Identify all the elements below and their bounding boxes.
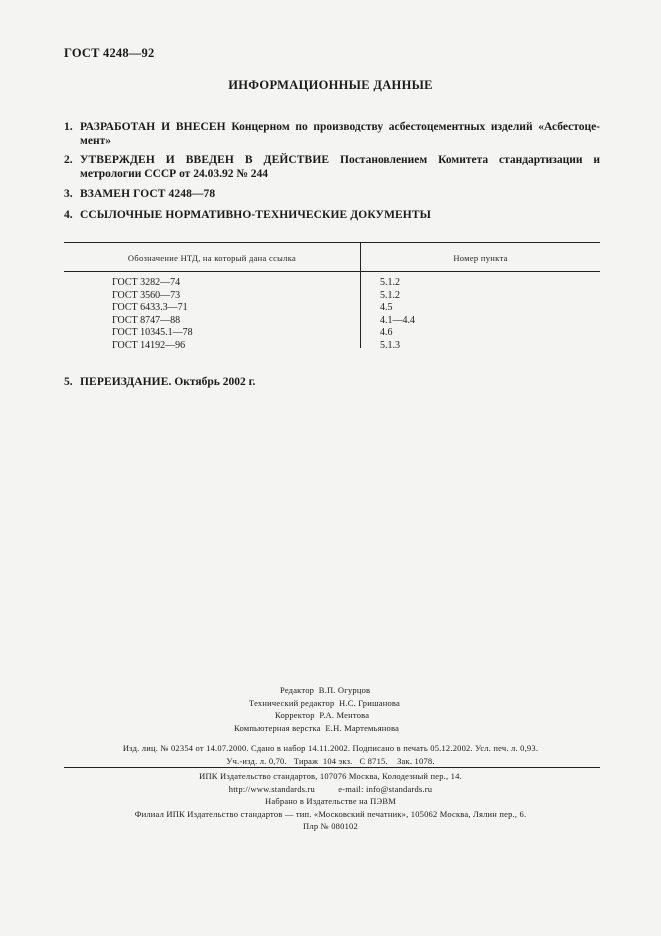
info-item-4 [64, 208, 600, 222]
info-item-5 [64, 375, 600, 389]
credit-layout: Компьютерная верстка Е.Н. Мартемьянова [234, 722, 400, 733]
item-caps: ВЗАМЕН ГОСТ 4248—78 [80, 188, 216, 200]
ntd-cell: ГОСТ 14192—96 [112, 339, 186, 351]
imprint-block [0, 770, 661, 833]
clause-cell: 4.5 [380, 302, 393, 313]
section-title: ИНФОРМАЦИОННЫЕ ДАННЫЕ [228, 78, 433, 92]
info-item-3 [64, 187, 600, 201]
item-text: Постановлением Комитета стандартизации и метрологии СССР от 24.03.92 № 244 [80, 154, 601, 180]
item-number: 3. [64, 188, 73, 200]
header-ntd-designation: Обозначение НТД, на который дана ссылка [127, 253, 297, 263]
ntd-cell: ГОСТ 10345.1—78 [112, 327, 193, 338]
reference-table [64, 242, 600, 352]
table-row [64, 302, 600, 315]
ntd-cell: ГОСТ 6433.3—71 [112, 302, 188, 313]
credit-editor: Редактор В.П. Огурцов [280, 685, 371, 695]
item-caps: ПЕРЕИЗДАНИЕ. [80, 376, 172, 388]
item-number: 1. [64, 121, 73, 133]
table-row [64, 315, 600, 328]
imprint-line-3: Набрано в Издательстве на ПЭВМ [265, 796, 396, 806]
clause-cell: 4.6 [380, 327, 393, 338]
table-row [64, 290, 600, 303]
credit-name: Р.А. Ментова [319, 710, 370, 720]
clause-cell: 4.1—4.4 [380, 314, 415, 326]
item-text: Октябрь 2002 г. [174, 376, 256, 388]
item-number: 2. [64, 154, 73, 166]
credit-name: Н.С. Гришанова [339, 697, 400, 708]
credit-name: Е.Н. Мартемьянова [325, 722, 400, 733]
pubinfo-line-1: Изд. лиц. № 02354 от 14.07.2000. Сдано в набор 14.11.2002. Подписано в печать 05.12.2002. Усл. печ. л. 0,93. [122, 743, 539, 753]
info-item-2 [64, 153, 600, 181]
ntd-cell: ГОСТ 3282—74 [112, 277, 181, 288]
table-row [64, 277, 600, 290]
imprint-line-4: Филиал ИПК Издательство стандартов — тип. «Московский печатник», 105062 Москва, Лялин пер., 6. [134, 808, 527, 819]
table-body [64, 272, 600, 352]
item-number: 5. [64, 376, 73, 388]
table-row [64, 340, 600, 353]
clause-cell: 5.1.2 [380, 277, 400, 288]
imprint-line-1: ИПК Издательство стандартов, 107076 Москва, Колодезный пер., 14. [199, 771, 462, 781]
header-clause-number: Номер пункта [453, 253, 508, 263]
imprint-rule [64, 767, 600, 768]
credit-name: В.П. Огурцов [318, 685, 371, 695]
imprint-line-5: Плр № 080102 [303, 821, 358, 831]
item-number: 4. [64, 209, 73, 221]
clause-cell: 5.1.2 [380, 289, 400, 301]
item-caps: РАЗРАБОТАН И ВНЕСЕН [80, 121, 226, 133]
table-row [64, 327, 600, 340]
ntd-cell: ГОСТ 3560—73 [112, 289, 181, 301]
table-header [64, 243, 600, 272]
ntd-cell: ГОСТ 8747—88 [112, 314, 181, 326]
imprint-line-2: http://www.standards.ru e-mail: info@standards.ru [228, 783, 433, 794]
credit-tech-editor: Технический редактор Н.С. Гришанова [249, 697, 400, 708]
item-caps: УТВЕРЖДЕН И ВВЕДЕН В ДЕЙСТВИЕ [80, 154, 330, 166]
document-code: ГОСТ 4248—92 [64, 46, 155, 60]
item-text: Концерном по производству асбестоцементных изделий «Асбестоце-мент» [80, 121, 601, 147]
info-item-1 [64, 120, 600, 148]
clause-cell: 5.1.3 [380, 339, 400, 351]
pubinfo-line-2: Уч.-изд. л. 0,70. Тираж 104 экз. С 8715. Зак. 1078. [226, 755, 435, 766]
publication-info [0, 742, 661, 767]
credit-proofreader: Корректор Р.А. Ментова [275, 710, 370, 720]
item-caps: ССЫЛОЧНЫЕ НОРМАТИВНО-ТЕХНИЧЕСКИЕ ДОКУМЕНТЫ [80, 209, 432, 221]
